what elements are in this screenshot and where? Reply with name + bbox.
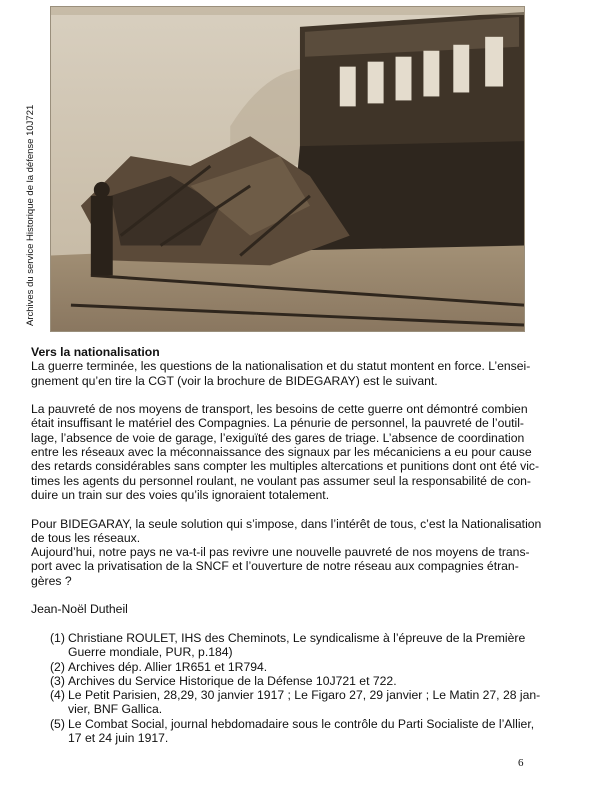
photo-caption: Archives du service Historique de la défense 10J721: [25, 104, 36, 326]
footnote-number: (3): [50, 673, 65, 688]
archive-photo: [50, 6, 525, 332]
paragraph: Aujourd’hui, notre pays ne va-t-il pas revivre une nouvelle pauvreté de nos moyens de trans-port avec la privatisation de la SNCF et l’ouverture de notre réseau aux compagnies étran-gères ?: [31, 545, 530, 588]
footnote-number: (4): [50, 688, 65, 703]
footnote-item: [50, 688, 546, 717]
footnote-item: [50, 631, 546, 660]
article-body: [31, 345, 546, 745]
footnote-item: [50, 674, 546, 688]
train-wreck-image: [51, 7, 524, 331]
paragraph: La guerre terminée, les questions de la nationalisation et du statut montent en force. L’ensei-gnement qu’en tire la CGT (voir la brochure de BIDEGARAY) est le suivant.: [31, 359, 531, 388]
page-number: 6: [518, 757, 524, 769]
footnote-number: (1): [50, 630, 65, 645]
footnote-text: Christiane ROULET, IHS des Cheminots, Le syndicalisme à l’épreuve de la Première Guerre mondiale, PUR, p.184): [68, 630, 526, 660]
footnote-text: Archives du Service Historique de la Défense 10J721 et 722.: [68, 673, 397, 688]
author-signature: Jean-Noël Dutheil: [31, 602, 128, 617]
footnote-text: Le Petit Parisien, 28,29, 30 janvier 1917 ; Le Figaro 27, 29 janvier ; Le Matin 27, 28 jan-vier, BNF Gallica.: [68, 688, 541, 717]
footnote-number: (5): [50, 716, 65, 731]
paragraph: Pour BIDEGARAY, la seule solution qui s’impose, dans l’intérêt de tous, c’est la Nationalisation de tous les réseaux.: [31, 516, 542, 545]
paragraph: La pauvreté de nos moyens de transport, les besoins de cette guerre ont démontré combien était insuffisant le matériel des Compagnies. La pénurie de personnel, la pauvreté de l’outil-lage, l’absence de voie de garage, l’exiguïté des gares de triage. L’absence de coordination entre les réseaux avec la méconnaissance des signaux par les mécaniciens a eu pour cause des retards considérables sans compter les multiples altercations et punitions dont ont été vic-times les agents du personnel roulant, ne voulant pas assumer seul la responsabilité de con-duire un train sur des voies qu’ils ignoraient totalement.: [31, 402, 540, 502]
footnotes-list: [31, 631, 546, 745]
footnote-text: Le Combat Social, journal hebdomadaire sous le contrôle du Parti Socialiste de l’Allier, 17 et 24 juin 1917.: [68, 716, 535, 746]
footnote-item: [50, 660, 546, 674]
footnote-item: [50, 717, 546, 746]
section-title: Vers la nationalisation: [31, 345, 160, 359]
footnote-text: Archives dép. Allier 1R651 et 1R794.: [68, 659, 268, 674]
footnote-number: (2): [50, 659, 65, 674]
